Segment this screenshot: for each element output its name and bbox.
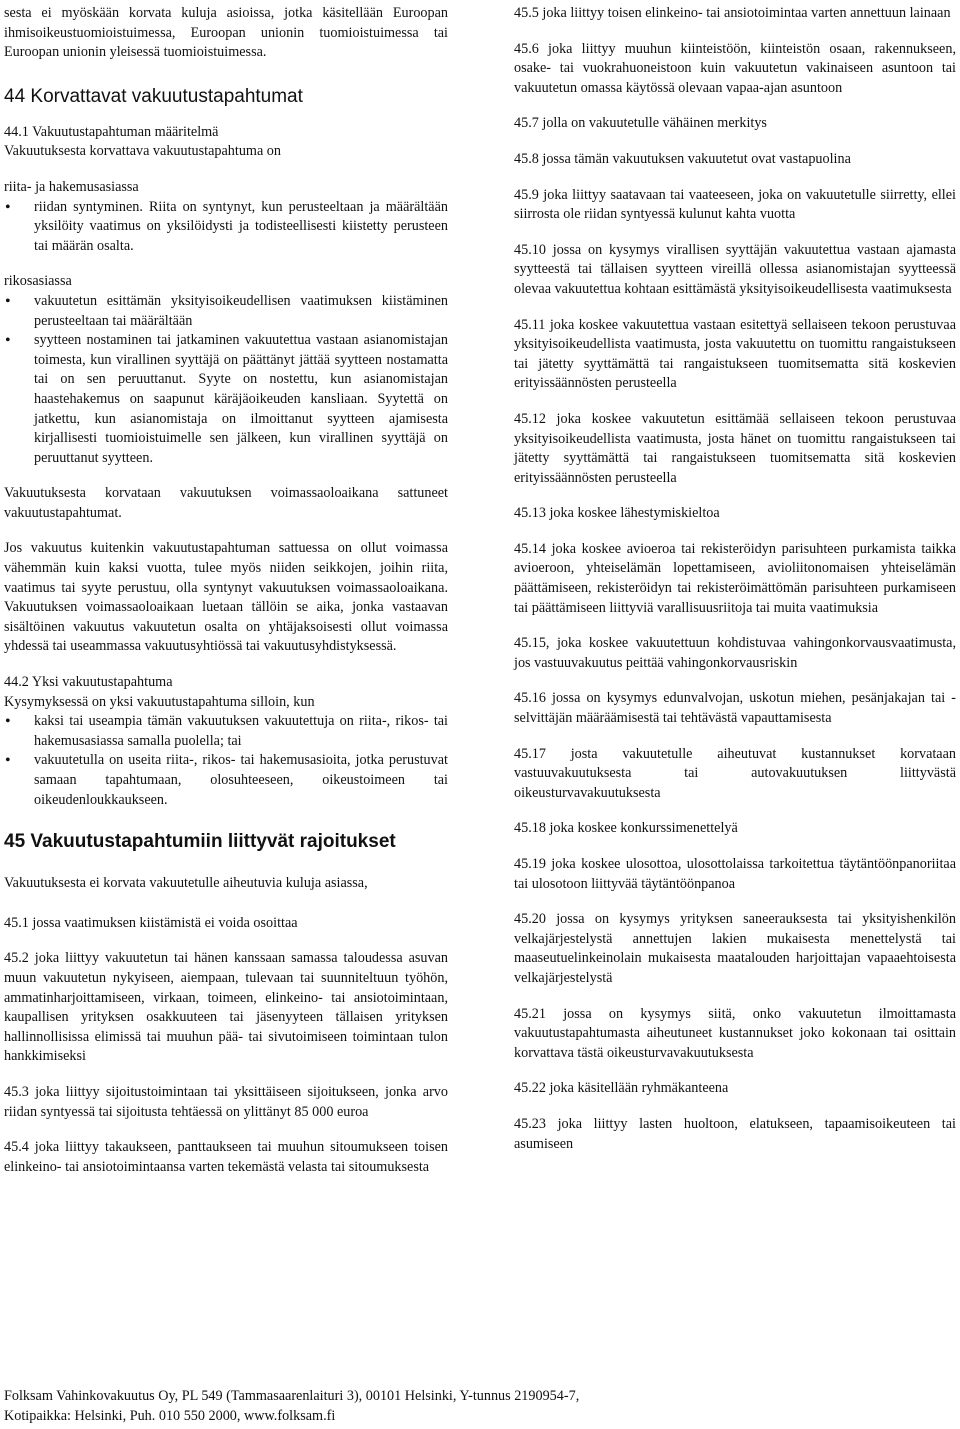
- section-45-heading: 45 Vakuutustapahtumiin liittyvät rajoitukset: [4, 831, 396, 853]
- section-44-2-bullet-list: [4, 712, 448, 810]
- item-45-2: 45.2 joka liittyy vakuutetun tai hänen kanssaan samassa taloudessa asuvan muun vakuutetun nykyiseen, aiempaan, tulevaan tai suunniteltuun työhön, ammatinharjoittamiseen, virkaan, toimeen, elinkeino- tai ansiotoimintaan, kaupallisen yrityksen osakkuuteen tai jäsenyyteen tällaisen yrityksen hallinnollisissa elimissä tai muuhun pää- tai sivutoimiseen toimintaan tulon hankkimiseksi: [4, 950, 448, 1065]
- right-column: [514, 4, 956, 1170]
- riita-label: riita- ja hakemusasiassa: [4, 178, 139, 195]
- item-45-23: 45.23 joka liittyy lasten huoltoon, elatukseen, tapaamisoikeuteen tai asumiseen: [514, 1115, 956, 1152]
- item-45-22: 45.22 joka käsitellään ryhmäkanteena: [514, 1080, 729, 1097]
- item-45-11: 45.11 joka koskee vakuutettua vastaan esitettyä sellaiseen tekoon perustuvaa yksityisoikeudellista vaatimusta, josta vakuutettu on tuomittu rangaistukseen tai jätetty syyttämättä tai rangaistukseen tuomitsematta sitä koskevien erityissäännösten perusteella: [514, 316, 956, 392]
- list-item: • syytteen nostaminen tai jatkaminen vakuutettua vastaan asianomistajan toimesta, kun virallinen syyttäjä on päättänyt jättää syytteen nostamatta tai on sen peruuttanut. Syyte on nostettu, kun asianomistajan haastehakemus on saapunut käräjäoikeuden kansliaan. Syytettä on jatkettu, kun asianomistaja on ilmoittanut syytteen ajamisesta kirjallisesti tuomioistuimelle sen jälkeen, kun virallinen syyttäjä on peruuttanut syytteen.: [4, 331, 448, 468]
- intro-paragraph: sesta ei myöskään korvata kuluja asioissa, jotka käsitellään Euroopan ihmisoikeustuomioistuimessa, Euroopan unionin tuomioistuimessa tai Euroopan unionin yleisessä tuomioistuimessa.: [4, 5, 448, 61]
- item-45-3: 45.3 joka liittyy sijoitustoimintaan tai yksittäiseen sijoitukseen, jonka arvo riidan syntyessä tai sijoitusta tehtäessä on ylittänyt 85 000 euroa: [4, 1083, 448, 1120]
- section-44-1-lead: Vakuutuksesta korvattava vakuutustapahtuma on: [4, 143, 281, 160]
- section-45-lead: Vakuutuksesta ei korvata vakuutetulle aiheutuvia kuluja asiassa,: [4, 875, 368, 892]
- item-45-7: 45.7 jolla on vakuutetulle vähäinen merkitys: [514, 115, 767, 132]
- rikos-label: rikosasiassa: [4, 273, 72, 290]
- item-45-13: 45.13 joka koskee lähestymiskieltoa: [514, 505, 720, 522]
- section-44-1-title: 44.1 Vakuutustapahtuman määritelmä: [4, 123, 219, 140]
- rikos-bullet-list: [4, 292, 448, 468]
- list-item: • kaksi tai useampia tämän vakuutuksen vakuutettuja on riita-, rikos- tai hakemusasiassa samalla puolella; tai: [4, 712, 448, 751]
- two-year-rule-paragraph: Jos vakuutus kuitenkin vakuutustapahtuman sattuessa on ollut voimassa vähemmän kuin kaksi vuotta, tulee myös niiden seikkojen, joihin riita, vaatimus tai syyte perustuu, olla syntynyt vakuutuksen voimassaoloaikana. Vakuutuksen voimassaoloaikaan luetaan tällöin se aika, jonka vastaavan sisältöinen vakuutus vakuutetun osalta on yhtäjaksoisesti ollut voimassa yhdessä tai useammassa vakuutusyhtiössä tai vakuutusyhdistyksessä.: [4, 540, 448, 655]
- item-45-12: 45.12 joka koskee vakuutetun esittämää sellaiseen tekoon perustuvaa yksityisoikeudellista vaatimusta, josta hänet on tuomittu rangaistukseen tai jätetty syyttämättä tai rangaistukseen tuomitsematta sitä koskevien erityissäännösten perusteella: [514, 410, 956, 486]
- footer-company-line: Folksam Vahinkovakuutus Oy, PL 549 (Tammasaarenlaituri 3), 00101 Helsinki, Y-tunnus 2190954-7,: [4, 1388, 580, 1404]
- list-item: • vakuutetun esittämän yksityisoikeudellisen vaatimuksen kiistäminen perusteeltaan tai määrältään: [4, 292, 448, 331]
- left-column: [4, 4, 448, 1193]
- item-45-8: 45.8 jossa tämän vakuutuksen vakuutetut ovat vastapuolina: [514, 150, 851, 167]
- item-45-17: 45.17 josta vakuutetulle aiheutuvat kustannukset korvataan vastuuvakuutuksesta tai autovakuutuksen liittyvästä oikeusturvavakuutuksesta: [514, 745, 956, 801]
- item-45-20: 45.20 jossa on kysymys yrityksen saneerauksesta tai yksityishenkilön velkajärjestelystä annettujen lakien mukaisesta menettelystä tai maaseutuelinkeinolain mukaisesta maatalouden harjoittajan vapaaehtoisesta velkajärjestelystä: [514, 911, 956, 986]
- item-45-21: 45.21 jossa on kysymys siitä, onko vakuutetun ilmoittamasta vakuutustapahtumasta aiheutuneet kustannukset joko kokonaan tai osittain korvattava tästä oikeusturvavakuutuksesta: [514, 1005, 956, 1061]
- item-45-18: 45.18 joka koskee konkurssimenettelyä: [514, 820, 738, 837]
- section-44-2-title: 44.2 Yksi vakuutustapahtuma: [4, 674, 173, 691]
- item-45-16: 45.16 jossa on kysymys edunvalvojan, uskotun miehen, pesänjakajan tai -selvittäjän määräämisestä tai tehtävästä vapauttamisesta: [514, 690, 956, 727]
- item-45-9: 45.9 joka liittyy saatavaan tai vaateeseen, joka on vakuutetulle siirretty, ellei siirrosta ole riidan syntyessä kulunut kahta vuotta: [514, 186, 956, 223]
- item-45-15: 45.15, joka koskee vakuutettuun kohdistuvaa vahingonkorvausvaatimusta, jos vastuuvakuutus peittää vahingonkorvausriskin: [514, 635, 956, 671]
- section-44-heading: 44 Korvattavat vakuutustapahtumat: [4, 85, 303, 107]
- item-45-1: 45.1 jossa vaatimuksen kiistämistä ei voida osoittaa: [4, 914, 298, 931]
- item-45-6: 45.6 joka liittyy muuhun kiinteistöön, kiinteistön osaan, rakennukseen, osake- tai vuokrahuoneistoon kuin vakuutetun vakinaiseen asuntoon tai vakuutetun omassa käytössä olevaan vapaa-ajan asuntoon: [514, 40, 956, 96]
- coverage-period-paragraph: Vakuutuksesta korvataan vakuutuksen voimassaoloaikana sattuneet vakuutustapahtumat.: [4, 485, 448, 521]
- item-45-19: 45.19 joka koskee ulosottoa, ulosottolaissa tarkoitettua täytäntöönpanoriitaa tai ulosotoon liittyvää täytäntöönpanoa: [514, 856, 956, 892]
- footer-contact-line: Kotipaikka: Helsinki, Puh. 010 550 2000, www.folksam.fi: [4, 1407, 336, 1424]
- page-footer: [4, 1387, 954, 1426]
- item-45-10: 45.10 jossa on kysymys virallisen syyttäjän vakuutettua vastaan ajamasta syytteestä tai tällaisen syytteen vireillä ollessa asianomistajan syytteessä olevaa vakuutettua kohtaan esittämästä yksityisoikeudellisesta vaatimuksesta: [514, 241, 956, 297]
- riita-bullet-list: [4, 198, 448, 257]
- item-45-4: 45.4 joka liittyy takaukseen, panttaukseen tai muuhun sitoumukseen toisen elinkeino- tai ansiotoimintaansa varten tekemästä velasta tai sitoumuksesta: [4, 1139, 448, 1175]
- list-item: • vakuutetulla on useita riita-, rikos- tai hakemusasioita, jotka perustuvat samaan tapahtumaan, olosuhteeseen, oikeustoimeen tai oikeudenloukkaukseen.: [4, 751, 448, 810]
- item-45-5: 45.5 joka liittyy toisen elinkeino- tai ansiotoimintaa varten annettuun lainaan: [514, 5, 951, 21]
- list-item: • riidan syntyminen. Riita on syntynyt, kun perusteeltaan ja määrältään yksilöity vaatimus on yksilöidysti ja todisteellisesti kiistetty perusteen tai määrän osalta.: [4, 198, 448, 257]
- item-45-14: 45.14 joka koskee avioeroa tai rekisteröidyn parisuhteen purkamista taikka avioeroon, yhteiselämän lopettamiseen, avioliitonomaisen yhteiselämän päättämiseen, rekisteröidyn tai rekisteröimättömän parisuhteen purkamiseen tai päättämiseen liittyviä varallisuusriitoja tai muita vaatimuksia: [514, 540, 956, 616]
- section-44-2-lead: Kysymyksessä on yksi vakuutustapahtuma silloin, kun: [4, 693, 315, 710]
